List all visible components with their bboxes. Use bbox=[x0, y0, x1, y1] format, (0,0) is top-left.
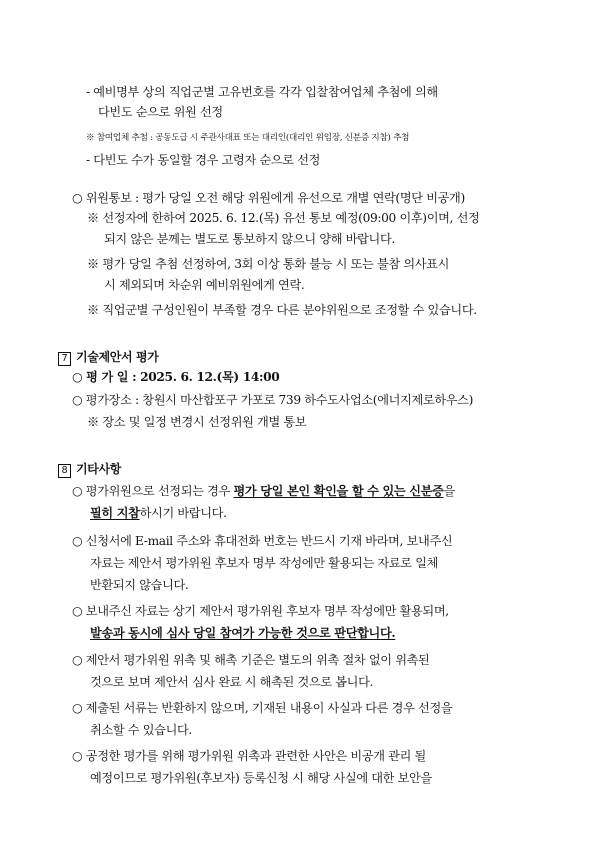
text-line: - 예비명부 상의 직업군별 고유번호를 각각 입찰참여업체 추첨에 의해 bbox=[86, 85, 438, 99]
note-line: ※ 평가 당일 추첨 선정하여, 3회 이상 통화 불능 시 또는 불참 의사표시 bbox=[87, 257, 450, 271]
text-line: ○ 평가장소 : 창원시 마산합포구 가포로 739 하수도사업소(에너지제로하우스) bbox=[72, 393, 474, 407]
note-line: ※ 선정자에 한하여 2025. 6. 12.(목) 유선 통보 예정(09:00 이후)이며, 선정 bbox=[87, 211, 480, 225]
text-line bbox=[90, 505, 227, 521]
text-line: 예정이므로 평가위원(후보자) 등록신청 시 해당 사실에 대한 보안을 bbox=[90, 771, 432, 785]
section-7-heading bbox=[58, 349, 159, 366]
text-line bbox=[72, 483, 455, 499]
section-number-box: 7 bbox=[58, 352, 71, 366]
text-segment: 을 bbox=[443, 484, 455, 498]
text-line: 자료는 제안서 평가위원 후보자 명부 작성에만 활용되는 자료로 일체 bbox=[90, 556, 439, 570]
text-line: 다빈도 순으로 위원 선정 bbox=[98, 105, 223, 119]
section-title: 기술제안서 평가 bbox=[76, 350, 159, 364]
section-8-heading bbox=[58, 461, 121, 478]
note-line: ※ 참여업체 추첨 : 공동도급 시 주관사대표 또는 대리인(대리인 위임장, 신분증 지참) 추첨 bbox=[86, 133, 410, 143]
evaluation-date-line bbox=[72, 369, 279, 385]
text-line: 시 제외되며 차순위 예비위원에게 연락. bbox=[104, 278, 305, 292]
text-segment: ○ 평가위원으로 선정되는 경우 bbox=[72, 484, 234, 498]
emphasis-must-bring: 필히 지참 bbox=[90, 506, 140, 520]
text-line: ○ 신청서에 E-mail 주소와 휴대전화 번호는 반드시 기재 바라며, 보내주신 bbox=[72, 534, 453, 548]
section-title: 기타사항 bbox=[76, 462, 121, 476]
text-line: ○ 제안서 평가위원 위촉 및 해촉 기준은 별도의 위촉 절차 없이 위촉된 bbox=[72, 653, 430, 667]
text-line: 것으로 보며 제안서 심사 완료 시 해촉된 것으로 봅니다. bbox=[90, 675, 374, 689]
text-line: ○ 보내주신 자료는 상기 제안서 평가위원 후보자 명부 작성에만 활용되며, bbox=[72, 604, 449, 618]
text-line: ○ 위원통보 : 평가 당일 오전 해당 위원에게 유선으로 개별 연락(명단 비공개) bbox=[72, 191, 465, 205]
evaluation-date: ○ 평 가 일 : 2025. 6. 12.(목) 14:00 bbox=[72, 370, 280, 384]
note-line: ※ 직업군별 구성인원이 부족할 경우 다른 분야위원으로 조정할 수 있습니다. bbox=[87, 303, 477, 317]
text-segment: 하시기 바랍니다. bbox=[139, 506, 227, 520]
note-line: ※ 장소 및 일정 변경시 선정위원 개별 통보 bbox=[87, 415, 307, 429]
emphasis-participation: 발송과 동시에 심사 당일 참여가 가능한 것으로 판단합니다. bbox=[90, 626, 396, 640]
text-line: 반환되지 않습니다. bbox=[90, 578, 189, 592]
text-line: ○ 제출된 서류는 반환하지 않으며, 기재된 내용이 사실과 다른 경우 선정을 bbox=[72, 701, 453, 715]
text-line: 되지 않은 분께는 별도로 통보하지 않으니 양해 바랍니다. bbox=[104, 232, 395, 246]
text-line: ○ 공정한 평가를 위해 평가위원 위촉과 관련한 사안은 비공개 관리 될 bbox=[72, 749, 426, 763]
emphasis-id-required: 평가 당일 본인 확인을 할 수 있는 신분증 bbox=[233, 484, 444, 498]
text-line: 취소할 수 있습니다. bbox=[90, 723, 192, 737]
text-line: - 다빈도 수가 동일할 경우 고령자 순으로 선정 bbox=[86, 153, 321, 167]
section-number-box: 8 bbox=[58, 464, 71, 478]
